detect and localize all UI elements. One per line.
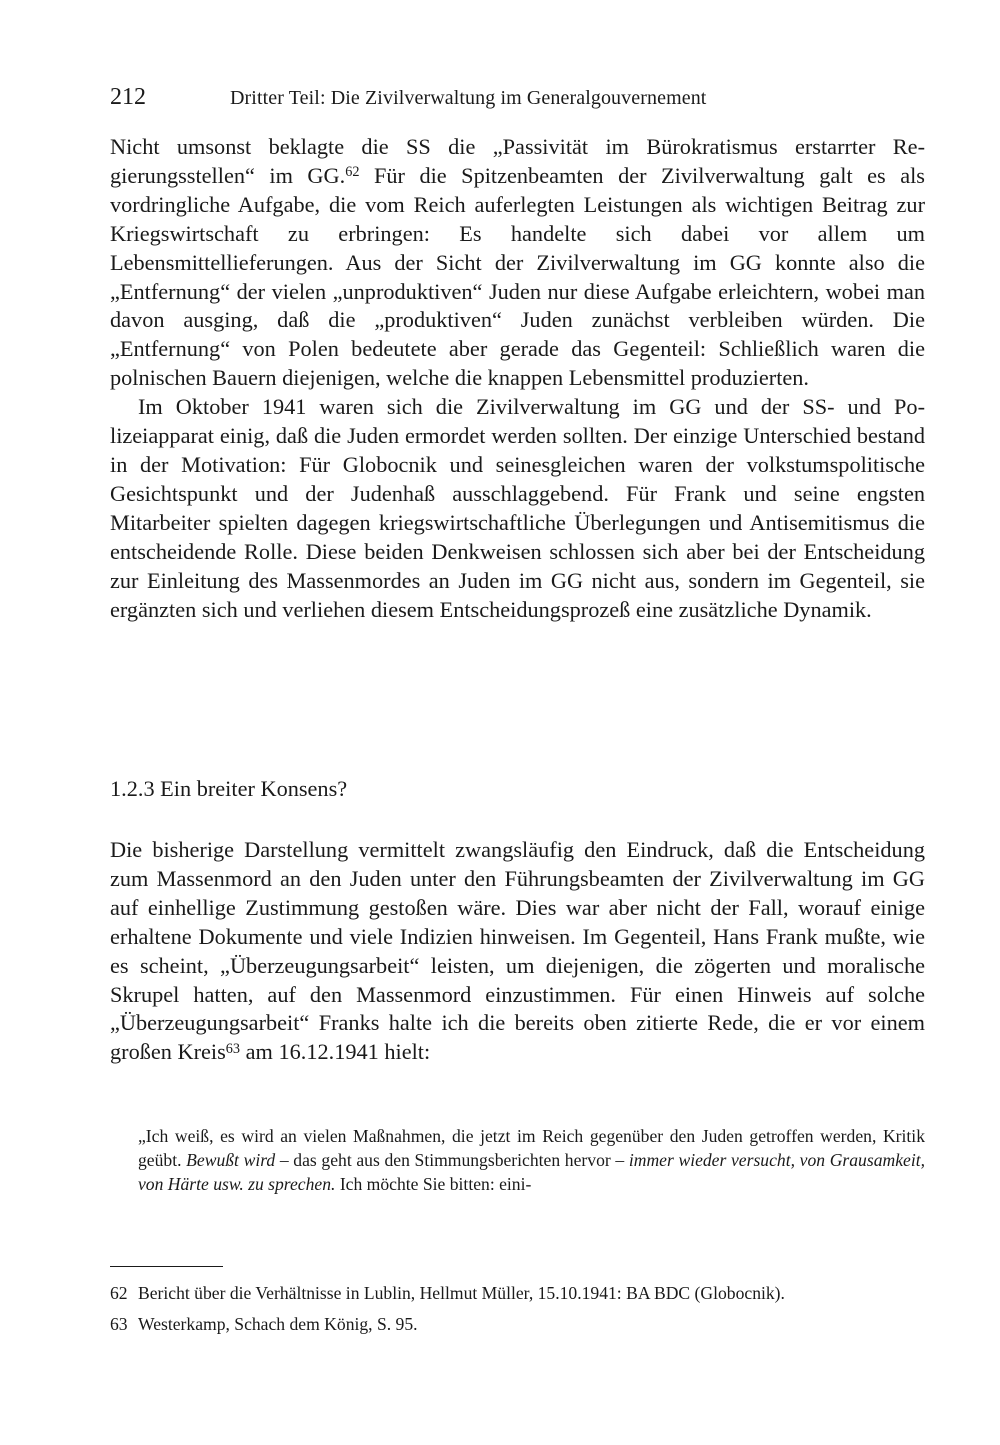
footnote-number: 62 (110, 1283, 128, 1303)
running-title: Dritter Teil: Die Zivilverwaltung im Generalgouvernement (230, 87, 707, 109)
paragraph-1-text-a: Nicht umsonst beklagte die SS die „Passivität im Bürokratismus erstarrter Regierungsstellen“ im GG. (110, 134, 925, 188)
paragraph-3-text-a: Die bisherige Darstellung vermittelt zwangsläufig den Eindruck, daß die Entscheidung zum Massenmord an den Juden unter den Führungsbeamten der Zivilverwaltung im GG auf einhellige Zustimmung gestoßen wäre. Dies war aber nicht der Fall, worauf einige erhaltene Dokumente und viele Indizien hinweisen. Im Gegenteil, Hans Frank mußte, wie es scheint, „Überzeugungsarbeit“ leisten, um diejenigen, die zögerten und moralische Skrupel hatten, auf den Massenmord einzustimmen. Für einen Hinweis auf solche „Überzeugungsarbeit“ Franks halte ich die bereits oben zitierte Rede, die er vor einem großen Kreis (110, 837, 925, 1065)
paragraph-1-text-b: Für die Spitzenbeamten der Zivilverwaltung galt es als vordringliche Aufgabe, die vom Reich auferlegten Leistungen als wichtigen Beitrag zur Kriegswirtschaft zu erbringen: Es handelte sich dabei vor allem um Lebensmittellieferungen. Aus der Sicht der Zivilverwaltung im GG konnte also die „Entfernung“ der vielen „unproduktiven“ Juden nur diese Aufgabe erleichtern, wobei man davon ausging, daß die „produktiven“ Juden zunächst verbleiben würden. Die „Entfernung“ von Polen bedeutete aber gerade das Gegenteil: Schließlich waren die polnischen Bauern diejenigen, welche die knappen Lebensmittel produzierten. (110, 162, 925, 391)
quote-text (138, 1124, 925, 1196)
body-text-upper (110, 133, 925, 624)
paragraph-1 (110, 133, 925, 393)
page-header (110, 84, 925, 114)
footnote-ref-62[interactable]: 62 (345, 164, 360, 181)
quote-emphasis-1: Bewußt wird (186, 1150, 276, 1170)
footnotes (110, 1281, 925, 1342)
footnote-62 (110, 1281, 925, 1306)
quote-text-b: – das geht aus den Stimmungsberichten hervor – (275, 1150, 629, 1170)
section-heading: 1.2.3 Ein breiter Konsens? (110, 776, 348, 801)
footnote-divider (110, 1266, 223, 1267)
quote-text-c: Ich möchte Sie bitten: eini- (335, 1174, 532, 1194)
footnote-ref-63[interactable]: 63 (225, 1040, 241, 1057)
paragraph-3 (110, 836, 925, 1067)
quote-emphasis-2: immer wieder versucht, von Grausamkeit, von Härte usw. zu sprechen. (138, 1150, 925, 1194)
body-text-lower (110, 836, 925, 1067)
footnote-text: Westerkamp, Schach dem König, S. 95. (138, 1313, 418, 1334)
footnote-text: Bericht über die Verhältnisse in Lublin, Hellmut Müller, 15.10.1941: BA BDC (Globocnik). (138, 1283, 785, 1303)
paragraph-3-text-b: am 16.12.1941 hielt: (240, 1039, 431, 1065)
quote-text-a: „Ich weiß, es wird an vielen Maßnahmen, die jetzt im Reich gegenüber den Juden getroffen werden, Kritik geübt. (138, 1126, 925, 1170)
page-number: 212 (110, 84, 146, 110)
footnote-63 (110, 1312, 925, 1337)
paragraph-2: Im Oktober 1941 waren sich die Zivilverwaltung im GG und der SS- und Polizeiapparat einig, daß die Juden ermordet werden sollten. Der einzige Unterschied bestand in der Motivation: Für Globocnik und seinesgleichen waren der volkstumspolitische Gesichtspunkt und der Judenhaß ausschlaggebend. Für Frank und seine engsten Mitarbeiter spielten dagegen kriegswirtschaftliche Überlegungen und Antisemitismus die entscheidende Rolle. Diese beiden Denkweisen schlossen sich aber bei der Entscheidung zur Einleitung des Massenmordes an Juden im GG nicht aus, sondern im Gegenteil, sie ergänzten sich und verliehen diesem Entscheidungsprozeß eine zusätzliche Dynamik. (110, 394, 925, 622)
block-quote (138, 1124, 925, 1196)
footnote-number: 63 (110, 1313, 128, 1334)
